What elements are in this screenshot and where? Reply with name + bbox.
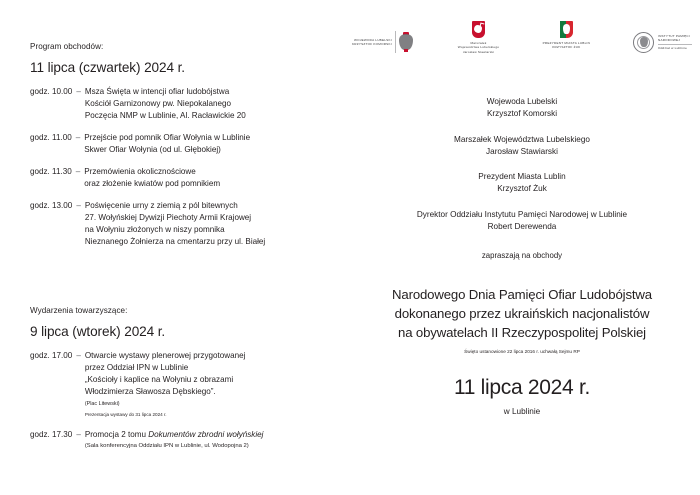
event-line: „Kościoły i kaplice na Wołyniu z obrazami [84, 374, 234, 384]
event-line: przez Oddział IPN w Lublinie [84, 362, 189, 372]
marszalek-line1: Marszałek [470, 41, 487, 45]
official-role: Marszałek Województwa Lubelskiego [454, 134, 590, 144]
event-dash: – [75, 166, 81, 176]
main-title-line3: na obywatelach II Rzeczypospolitej Polskiej [398, 324, 646, 340]
invitation-section [352, 96, 692, 416]
main-title-line2: dokonanego przez ukraińskich nacjonalistów [394, 306, 650, 322]
lublin-coat-of-arms-icon [559, 20, 574, 39]
official-entry [352, 209, 692, 234]
event-body [85, 350, 348, 419]
ipn-line1: INSTYTUT PAMIĘCI [657, 33, 690, 38]
event-time: godz. 10.00 [30, 87, 73, 96]
event-time: godz. 17.00 [30, 351, 73, 360]
prezydent-lublin-logo-text [543, 41, 590, 50]
event-line: Przemówienia okolicznościowe [84, 166, 196, 176]
event-time: godz. 17.30 [30, 429, 73, 439]
ipn-logo [633, 20, 692, 64]
main-title-line1: Narodowego Dnia Pamięci Ofiar Ludobójstwa [392, 287, 652, 303]
logo-strip [352, 20, 692, 68]
accompanying-day-heading: 9 lipca (wtorek) 2024 r. [30, 324, 166, 339]
event-line: Kościół Garnizonowy pw. Niepokalanego [84, 98, 232, 108]
main-title [352, 286, 692, 342]
ipn-rule [658, 44, 692, 45]
wojewoda-lubelski-logo [352, 20, 414, 64]
accompanying-label: Wydarzenia towarzyszące: [30, 306, 128, 315]
official-entry [352, 171, 692, 196]
event-line-title: Dokumentów zbrodni wołyńskiej [148, 429, 264, 439]
program-event [30, 200, 348, 248]
big-date-city: w Lublinie [503, 406, 541, 416]
event-line: Skwer Ofiar Wołynia (od ul. Głębokiej) [84, 144, 221, 154]
event-time: godz. 13.00 [30, 200, 73, 210]
title-footnote: Święto ustanowione 22 lipca 2016 r. uchwałą Sejmu RP [464, 348, 580, 354]
official-person: Krzysztof Żuk [497, 184, 547, 194]
program-section [30, 42, 348, 258]
event-time: godz. 11.00 [30, 132, 72, 142]
event-body [85, 86, 348, 122]
ipn-logo-text [658, 34, 692, 51]
event-dash: – [76, 351, 81, 360]
ipn-roundel-icon [633, 32, 654, 53]
event-line: 27. Wołyńskiej Dywizji Piechoty Armii Krajowej [84, 212, 252, 222]
event-note: Prezentacja wystawy do 31 lipca 2024 r. [84, 411, 167, 417]
program-day-heading: 11 lipca (czwartek) 2024 r. [30, 60, 185, 75]
program-event [30, 166, 348, 190]
accompanying-event [30, 429, 348, 451]
event-dash: – [76, 429, 81, 439]
polish-eagle-icon [398, 32, 414, 52]
event-line: Przejście pod pomnik Ofiar Wołynia w Lublinie [84, 132, 251, 142]
program-event [30, 132, 348, 156]
event-body [84, 166, 348, 190]
marszalek-wojewodztwa-lubelskiego-logo [458, 20, 499, 64]
event-line: Msza Święta w intencji ofiar ludobójstwa [84, 87, 230, 96]
event-body [85, 200, 348, 248]
event-line: Poczęcia NMP w Lublinie, Al. Racławickie 20 [84, 110, 246, 120]
event-line: oraz złożenie kwiatów pod pomnikiem [84, 178, 221, 188]
event-time: godz. 11.30 [30, 166, 72, 176]
event-line: Nieznanego Żołnierza na cmentarzu przy ul. Białej [84, 236, 266, 246]
event-line: na Wołyniu złożonych w niszy pomnika [84, 224, 225, 234]
wojewoda-lubelski-line1: WOJEWODA LUBELSKI [354, 37, 392, 42]
event-line-prefix: Promocja 2 tomu [84, 429, 149, 439]
invite-line: zapraszają na obchody [481, 251, 563, 261]
official-role: Prezydent Miasta Lublin [478, 172, 566, 182]
event-dash: – [76, 87, 81, 96]
logo-divider [395, 31, 396, 53]
event-line: Poświęcenie urny z ziemią z pól bitewnych [84, 200, 238, 210]
prezydent-lublin-line1: PREZYDENT MIASTA LUBLIN [542, 41, 591, 45]
lubelskie-coat-of-arms-icon [471, 20, 486, 39]
official-entry [352, 134, 692, 159]
big-date: 11 lipca 2024 r. [453, 375, 591, 399]
marszalek-line3: Jarosław Stawiarski [462, 49, 495, 54]
official-person: Robert Derewenda [487, 222, 557, 232]
event-venue: (Sala konferencyjna Oddziału IPN w Lublinie, ul. Wodopojna 2) [84, 443, 249, 450]
official-entry [352, 96, 692, 121]
wojewoda-lubelski-logo-text [352, 38, 392, 47]
event-dash: – [75, 132, 81, 142]
official-role: Wojewoda Lubelski [486, 97, 558, 106]
event-line: Włodzimierza Sławosza Dębskiego”. [84, 386, 216, 396]
prezydent-miasta-lublin-logo [543, 20, 590, 64]
event-body [85, 429, 348, 451]
official-person: Jarosław Stawiarski [486, 146, 558, 156]
marszalek-logo-text [458, 41, 499, 54]
official-role: Dyrektor Oddziału Instytutu Pamięci Narodowej w Lublinie [416, 209, 628, 219]
wojewoda-lubelski-line2: KRZYSZTOF KOMORSKI [352, 42, 392, 46]
official-person: Krzysztof Komorski [486, 109, 558, 119]
ipn-line3: Oddział w Lublinie [657, 45, 688, 50]
event-line: Otwarcie wystawy plenerowej przygotowanej [84, 351, 246, 360]
program-event [30, 86, 348, 122]
prezydent-lublin-line2: KRZYSZTOF ŻUK [552, 45, 581, 50]
marszalek-line2: Województwa Lubelskiego [457, 45, 500, 50]
event-dash: – [76, 200, 81, 210]
accompanying-event [30, 350, 348, 419]
accompanying-section [30, 306, 348, 461]
event-venue: (Plac Litewski) [84, 401, 120, 408]
event-line [85, 429, 348, 441]
program-label: Program obchodów: [30, 42, 104, 51]
ipn-line2: NARODOWEJ [657, 38, 681, 42]
event-body [84, 132, 348, 156]
